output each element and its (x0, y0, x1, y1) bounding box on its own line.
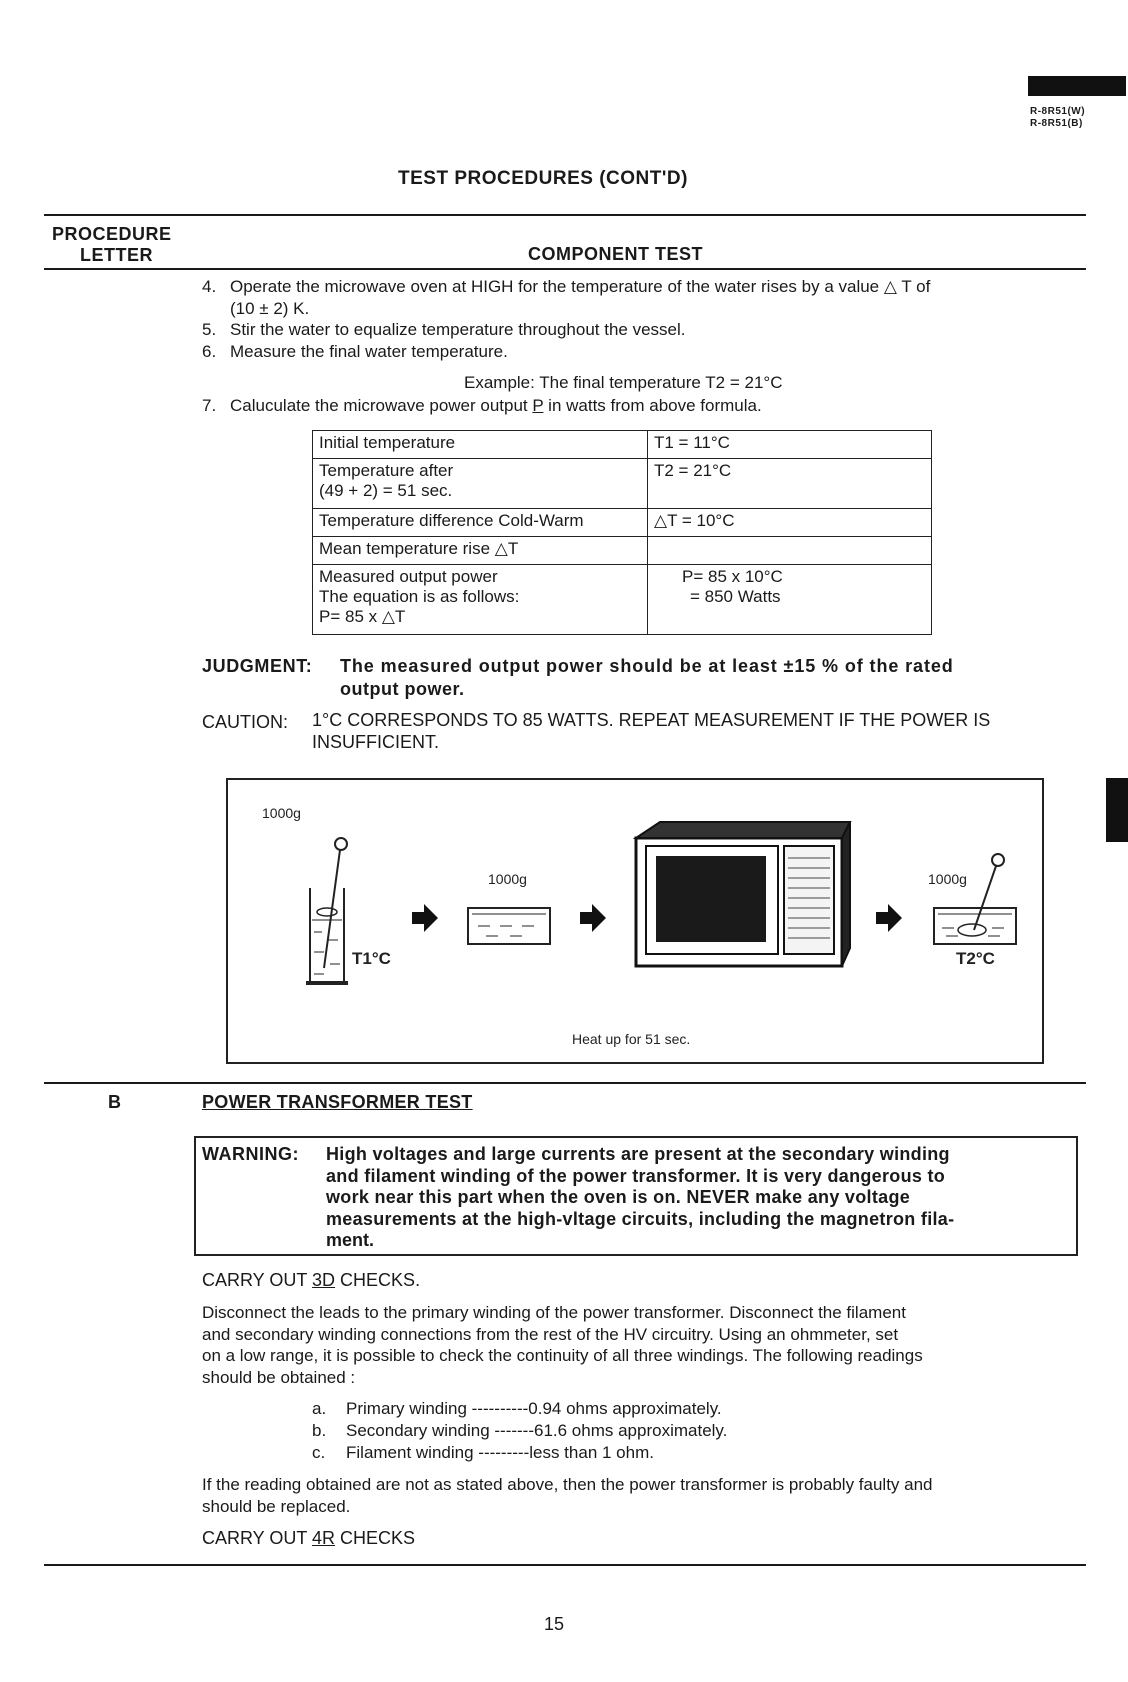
warning-line: work near this part when the oven is on. NEVER make any voltage (326, 1187, 911, 1207)
step-6 (202, 341, 1086, 363)
label-1000g-c: 1000g (928, 871, 967, 887)
reading-a (312, 1398, 872, 1420)
label-t2: T2°C (956, 949, 995, 968)
step-4-text-line2: (10 ± 2) K. (230, 299, 310, 318)
step-4 (202, 276, 1086, 320)
carry-out-4r (202, 1528, 415, 1549)
measuring-cylinder (306, 888, 348, 983)
step-5 (202, 319, 1086, 341)
paragraph-line: on a low range, it is possible to check the continuity of all three windings. The following readings (202, 1346, 923, 1365)
table-row (313, 565, 932, 635)
step-5-text: Stir the water to equalize temperature throughout the vessel. (230, 320, 686, 339)
table-row (313, 537, 932, 565)
procedure-heading-line1: PROCEDURE (52, 224, 172, 244)
microwave-oven-icon (636, 822, 850, 966)
procedure-heading-line2: LETTER (80, 245, 153, 265)
model-number-2: R-8R51(B) (1030, 118, 1083, 129)
cell-text: Measured output power (319, 567, 498, 586)
power-calc-table (312, 430, 932, 635)
reading-text: Secondary winding -------61.6 ohms approximately. (346, 1421, 728, 1440)
bottom-rule (44, 1564, 1086, 1566)
step-7 (202, 395, 1086, 417)
paragraph-line: should be replaced. (202, 1496, 351, 1516)
section-title: POWER TRANSFORMER TEST (202, 1092, 473, 1112)
paragraph-line: should be obtained : (202, 1367, 356, 1387)
diagram-caption: Heat up for 51 sec. (572, 1031, 691, 1047)
procedure-letter-heading (52, 224, 212, 266)
table-cell-label (313, 431, 648, 459)
step-5-number: 5. (202, 320, 217, 339)
cell-text: T1 = 11°C (654, 433, 730, 452)
disconnect-paragraph (202, 1302, 1082, 1388)
page-title: TEST PROCEDURES (CONT'D) (398, 168, 688, 189)
heating-diagram (226, 778, 1044, 1064)
column-header-rule (44, 268, 1086, 270)
paragraph-line: If the reading obtained are not as stated above, then the power transformer is probably faulty and (202, 1475, 933, 1494)
label-1000g-b: 1000g (488, 871, 527, 887)
reading-letter: c. (312, 1443, 326, 1462)
cell-text: P= 85 x △T (319, 607, 406, 626)
warning-box (194, 1136, 1078, 1256)
table-cell-value (648, 459, 932, 509)
model-number-1: R-8R51(W) (1030, 106, 1086, 117)
heating-diagram-svg (228, 780, 1042, 1062)
caution-label: CAUTION: (202, 712, 289, 732)
arrow-right-icon (412, 904, 438, 932)
warning-text (326, 1144, 1072, 1252)
step-7-p: P (532, 396, 544, 415)
reading-letter: b. (312, 1421, 327, 1440)
warning-label: WARNING: (202, 1144, 299, 1164)
warning-line: measurements at the high-vltage circuits, including the magnetron fila- (326, 1208, 955, 1229)
table-cell-label (313, 509, 648, 537)
cell-text: Mean temperature rise △T (319, 539, 519, 558)
top-rule (44, 214, 1086, 216)
judgment-text: The measured output power should be at least ±15 % of the rated (340, 656, 954, 676)
check-code: 3D (312, 1270, 336, 1290)
judgment-text-line2: output power. (340, 679, 465, 699)
paragraph-line: and secondary winding connections from the rest of the HV circuitry. Using an ohmmeter, set (202, 1324, 899, 1344)
section-divider-rule (44, 1082, 1086, 1084)
table-cell-value (648, 509, 932, 537)
water-dish-with-thermometer (934, 854, 1016, 944)
judgment-label: JUDGMENT: (202, 656, 313, 676)
table-row (313, 431, 932, 459)
table-cell-label (313, 537, 648, 565)
cell-text: Initial temperature (319, 433, 456, 452)
warning-line: and filament winding of the power transformer. It is very dangerous to (326, 1165, 946, 1186)
cell-text: P= 85 x 10°C (682, 567, 783, 586)
step-7-text (230, 395, 762, 416)
table-cell-label (313, 565, 648, 635)
faulty-paragraph (202, 1474, 1082, 1517)
reading-text: Primary winding ----------0.94 ohms approximately. (346, 1399, 722, 1418)
paragraph-line: Disconnect the leads to the primary winding of the power transformer. Disconnect the filament (202, 1303, 906, 1322)
table-cell-value (648, 431, 932, 459)
step-4-number: 4. (202, 277, 217, 296)
step-7-text-a: Caluculate the microwave power output (230, 396, 533, 415)
cell-text: (49 + 2) = 51 sec. (319, 481, 453, 500)
carry-out-3d (202, 1270, 420, 1291)
step-4-text: Operate the microwave oven at HIGH for the temperature of the water rises by a value △ T of (230, 277, 931, 296)
component-test-heading: COMPONENT TEST (528, 244, 704, 264)
caution-text-line2: INSUFFICIENT. (312, 732, 440, 752)
cell-text: The equation is as follows: (319, 587, 520, 606)
step-6-text: Measure the final water temperature. (230, 342, 508, 361)
step-7-number: 7. (202, 396, 217, 415)
page-number: 15 (544, 1614, 565, 1634)
water-dish (468, 908, 550, 944)
cell-text: Temperature difference Cold-Warm (319, 511, 584, 530)
carry-out-text: CHECKS. (335, 1270, 421, 1290)
cell-text: T2 = 21°C (654, 461, 732, 480)
table-cell-label (313, 459, 648, 509)
table-row (313, 509, 932, 537)
cell-text: Temperature after (319, 461, 454, 480)
warning-line: High voltages and large currents are present at the secondary winding (326, 1144, 950, 1164)
caution-text: 1°C CORRESPONDS TO 85 WATTS. REPEAT MEASUREMENT IF THE POWER IS (312, 710, 991, 730)
header-black-bar (1028, 76, 1126, 96)
step-6-number: 6. (202, 342, 217, 361)
carry-out-text: CHECKS (335, 1528, 416, 1548)
table-row (313, 459, 932, 509)
cell-text: △T = 10°C (654, 511, 735, 530)
carry-out-text: CARRY OUT (202, 1528, 313, 1548)
cell-text: = 850 Watts (690, 587, 781, 606)
reading-b (312, 1420, 872, 1442)
check-code: 4R (312, 1528, 336, 1548)
section-letter: B (108, 1092, 121, 1112)
step-7-text-b: in watts from above formula. (543, 396, 762, 415)
warning-line: ment. (326, 1230, 375, 1250)
label-t1: T1°C (352, 949, 391, 968)
arrow-right-icon (580, 904, 606, 932)
arrow-right-icon (876, 904, 902, 932)
reading-text: Filament winding ---------less than 1 ohm. (346, 1443, 654, 1462)
example-text: Example: The final temperature T2 = 21°C (464, 373, 783, 392)
table-cell-value (648, 565, 932, 635)
reading-c (312, 1442, 872, 1464)
side-tab-marker (1106, 778, 1128, 842)
carry-out-text: CARRY OUT (202, 1270, 313, 1290)
table-cell-value (648, 537, 932, 565)
reading-letter: a. (312, 1399, 327, 1418)
label-1000g-a: 1000g (262, 805, 301, 821)
